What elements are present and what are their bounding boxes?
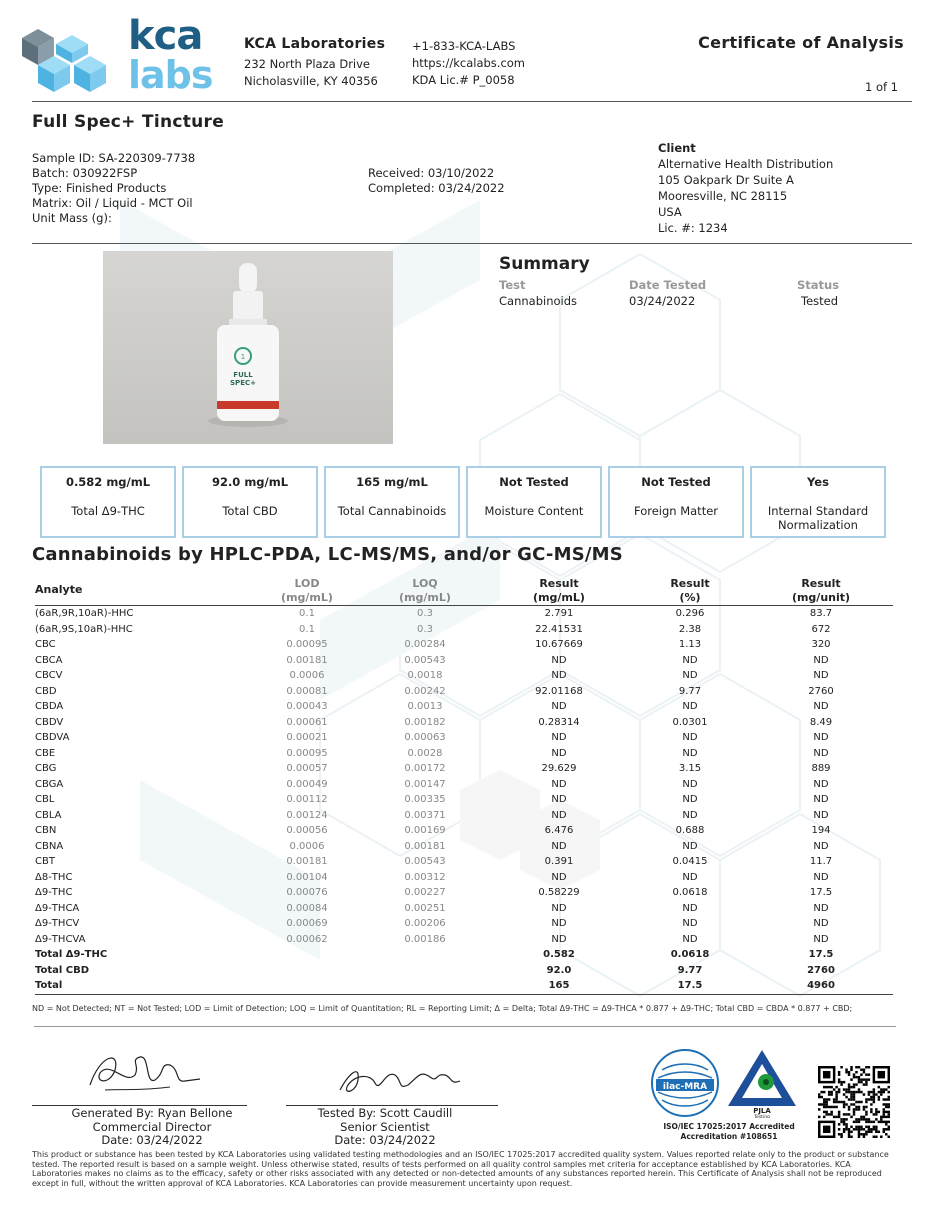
lab-contact — [412, 38, 525, 89]
table-cell: Δ8-THC — [35, 871, 73, 883]
client-heading: Client — [658, 141, 696, 155]
table-cell: (6aR,9S,10aR)-HHC — [35, 623, 133, 635]
table-body — [35, 606, 893, 995]
table-cell: 0.0006 — [289, 840, 325, 852]
result-box-total-cbd — [182, 466, 318, 538]
table-cell: 92.01168 — [535, 685, 583, 697]
table-cell: 17.5 — [677, 980, 703, 991]
table-cell: ND — [551, 840, 567, 852]
table-cell: 0.00169 — [404, 825, 446, 836]
phone: +1-833-KCA-LABS — [412, 39, 516, 53]
table-cell: CBD — [35, 685, 57, 697]
table-cell: ND — [813, 840, 829, 852]
table-cell: Δ9-THCVA — [35, 933, 86, 945]
sample-type: Type: Finished Products — [32, 181, 167, 195]
table-row — [35, 653, 893, 669]
table-cell: 0.00062 — [286, 933, 328, 945]
table-cell: 889 — [811, 763, 831, 774]
table-cell: 0.0006 — [289, 670, 325, 681]
table-row — [35, 637, 893, 653]
table-cell: 0.28314 — [538, 716, 580, 728]
table-row — [35, 684, 893, 700]
table-row — [35, 622, 893, 638]
summary-test: Cannabinoids — [499, 294, 578, 308]
divider — [34, 1026, 896, 1027]
table-total-row — [35, 978, 893, 994]
table-cell: CBDV — [35, 716, 64, 728]
result-box-foreign-matter — [608, 466, 744, 538]
table-cell: 0.00206 — [404, 918, 446, 929]
table-row — [35, 854, 893, 870]
table-cell: 83.7 — [809, 608, 833, 619]
table-row — [35, 823, 893, 839]
signature-block-generated — [32, 1107, 272, 1148]
table-cell: ND — [682, 918, 698, 929]
table-cell: 0.00181 — [286, 856, 328, 867]
signed-date: Date: 03/24/2022 — [101, 1133, 203, 1147]
table-notes: ND = Not Detected; NT = Not Tested; LOD = Limit of Detection; LOQ = Limit of Quantitation; RL = Reporting Limit; Δ = Delta; Total Δ9-THC = Δ9-THCA * 0.877 + Δ9-THC; Total CBD = CBDA * 0.877 + CBD; — [32, 1004, 853, 1013]
table-cell: (6aR,9R,10aR)-HHC — [35, 608, 134, 619]
table-cell: 0.00049 — [286, 778, 328, 790]
tincture-bottle-image — [103, 251, 393, 444]
table-cell: ND — [682, 794, 698, 805]
table-cell: 0.296 — [675, 608, 705, 619]
table-cell: 0.00056 — [286, 825, 328, 836]
sample-id: Sample ID: SA-220309-7738 — [32, 151, 196, 165]
client-line: Mooresville, NC 28115 — [658, 189, 788, 203]
table-cell: Total — [35, 980, 63, 991]
table-cell: 0.00095 — [286, 639, 328, 650]
table-cell: ND — [551, 794, 567, 805]
table-cell: 92.0 — [546, 964, 572, 976]
box-value: Yes — [807, 475, 829, 489]
table-cell: 0.00312 — [404, 871, 446, 883]
table-cell: 29.629 — [541, 763, 577, 774]
table-cell: 0.0618 — [670, 949, 710, 960]
table-cell: 8.49 — [809, 716, 833, 728]
table-cell: ND — [551, 778, 567, 790]
table-cell: Δ9-THC — [35, 887, 73, 898]
table-cell: ND — [813, 902, 829, 914]
table-cell: ND — [813, 732, 829, 743]
table-cell: ND — [682, 732, 698, 743]
table-cell: ND — [551, 701, 567, 712]
table-cell: ND — [551, 918, 567, 929]
table-cell: ND — [813, 701, 829, 712]
table-cell: 0.00084 — [286, 902, 328, 914]
table-cell: 0.391 — [544, 856, 574, 867]
table-row — [35, 777, 893, 793]
table-cell: 0.00335 — [404, 794, 446, 805]
result-box-internal-standard — [750, 466, 886, 538]
box-label: Total Cannabinoids — [337, 504, 447, 518]
table-cell: 320 — [811, 639, 831, 650]
table-row — [35, 668, 893, 684]
table-row — [35, 916, 893, 932]
divider — [32, 243, 912, 244]
table-cell: CBNA — [35, 840, 64, 852]
table-cell: 0.00172 — [404, 763, 446, 774]
table-cell: CBGA — [35, 778, 64, 790]
table-cell: ND — [813, 747, 829, 759]
table-cell: ND — [682, 778, 698, 790]
bottle-label: SPEC+ — [230, 379, 256, 387]
column-header: Result (mg/unit) — [791, 577, 851, 604]
summary-date: 03/24/2022 — [629, 294, 696, 308]
table-cell: ND — [682, 701, 698, 712]
table-cell: 0.00284 — [404, 639, 446, 650]
table-cell: 0.688 — [675, 825, 705, 836]
unit-mass: Unit Mass (g): — [32, 211, 112, 225]
table-cell: ND — [682, 654, 698, 666]
table-row — [35, 606, 893, 622]
cannabinoid-table — [35, 575, 893, 995]
client-info — [658, 140, 833, 236]
matrix: Matrix: Oil / Liquid - MCT Oil — [32, 196, 193, 210]
table-cell: ND — [551, 871, 567, 883]
pjla-logo-icon — [724, 1046, 800, 1118]
client-line: 105 Oakpark Dr Suite A — [658, 173, 794, 187]
table-cell: ND — [551, 670, 567, 681]
signer-title: Commercial Director — [92, 1119, 212, 1134]
table-cell: 0.00057 — [286, 763, 328, 774]
table-row — [35, 730, 893, 746]
table-row — [35, 839, 893, 855]
table-cell: 0.0618 — [672, 887, 708, 898]
table-cell: 0.00069 — [286, 918, 328, 929]
document-title: Certificate of Analysis — [698, 33, 904, 52]
box-label: Foreign Matter — [633, 504, 719, 518]
table-cell: 4960 — [807, 980, 835, 991]
ilac-mra-logo-icon — [650, 1048, 720, 1118]
table-cell: ND — [813, 794, 829, 805]
signer-name: Tested By: Scott Caudill — [317, 1106, 453, 1120]
accreditation-number: Accreditation #108651 — [680, 1132, 778, 1141]
table-cell: 0.3 — [417, 623, 433, 635]
table-cell: 22.41531 — [535, 623, 583, 635]
table-row — [35, 932, 893, 948]
logo-text-labs: labs — [128, 53, 213, 97]
table-cell: 0.00186 — [404, 933, 446, 945]
table-row — [35, 761, 893, 777]
table-cell: 0.00242 — [404, 685, 446, 697]
table-cell: 2760 — [808, 685, 834, 697]
logo-text-kca: kca — [128, 13, 203, 59]
column-header: Result (%) — [670, 577, 710, 604]
table-cell: ND — [551, 747, 567, 759]
table-cell: 9.77 — [677, 964, 703, 976]
table-cell: CBC — [35, 639, 56, 650]
table-cell: 0.3 — [417, 608, 433, 619]
table-cell: 0.00181 — [286, 654, 328, 666]
lab-name: KCA Laboratories — [244, 36, 386, 52]
ilac-text: ilac-MRA — [662, 1082, 708, 1092]
table-cell: 672 — [811, 623, 831, 635]
disclaimer: This product or substance has been tested by KCA Laboratories using validated testing methodologies and an ISO/IEC 17025:2017 accredited quality system. Values reported relate only to the product or substance tested. The reported result is based on a sample weight. Unless otherwise stated, results of tests performed on all quality control samples met criteria for acceptance established by KCA Laboratories. KCA Laboratories makes no claims as to the efficacy, safety or other risks associated with any detected or non-detected amounts of any substances reported herein. This Certificate of Analysis shall not be reproduced except in full, without the written approval of KCA Laboratories. KCA Laboratories can provide measurement uncertainty upon request. — [32, 1150, 889, 1188]
table-cell: ND — [813, 809, 829, 821]
table-cell: 0.00182 — [404, 716, 446, 728]
signature-scott-caudill — [330, 1055, 470, 1100]
table-cell: CBCV — [35, 670, 63, 681]
table-cell: ND — [682, 902, 698, 914]
table-row — [35, 885, 893, 901]
table-cell: 0.00076 — [286, 887, 328, 898]
product-photo — [103, 251, 393, 444]
table-row — [35, 715, 893, 731]
column-header: Result (mg/mL) — [533, 577, 585, 604]
table-cell: ND — [813, 670, 829, 681]
result-box-total-thc — [40, 466, 176, 538]
table-total-row — [35, 947, 893, 963]
qr-code-icon[interactable] — [818, 1066, 890, 1138]
table-row — [35, 870, 893, 886]
table-cell: ND — [813, 871, 829, 883]
table-cell: Δ9-THCV — [35, 918, 80, 929]
table-cell: 2760 — [807, 964, 835, 976]
box-value: 0.582 mg/mL — [65, 475, 151, 489]
table-cell: ND — [551, 902, 567, 914]
table-cell: 0.00371 — [404, 809, 446, 821]
table-cell: 0.00543 — [404, 654, 446, 666]
table-cell: 0.00095 — [286, 747, 328, 759]
table-cell: 0.00251 — [404, 902, 446, 914]
table-cell: 3.15 — [678, 763, 702, 774]
box-label: Total Δ9-THC — [71, 504, 145, 518]
table-cell: 0.00147 — [404, 778, 446, 790]
lab-address — [244, 56, 378, 90]
table-cell: 1.13 — [678, 639, 702, 650]
box-value: Not Tested — [641, 475, 711, 489]
column-header: Analyte — [35, 583, 83, 596]
table-cell: CBT — [35, 856, 55, 867]
table-cell: 194 — [811, 825, 831, 836]
column-header: LOD (mg/mL) — [281, 577, 333, 604]
summary-title: Summary — [499, 254, 590, 274]
table-cell: 0.0013 — [407, 701, 443, 712]
table-cell: 2.38 — [678, 623, 702, 635]
client-line: Lic. #: 1234 — [658, 221, 728, 235]
result-box-total-cannabinoids — [324, 466, 460, 538]
table-row — [35, 808, 893, 824]
completed-date: Completed: 03/24/2022 — [368, 181, 505, 195]
table-cell: 6.476 — [544, 825, 574, 836]
dates — [368, 166, 505, 196]
table-cell: 2.791 — [544, 608, 574, 619]
box-value: 165 mg/mL — [356, 475, 428, 489]
table-cell: ND — [813, 918, 829, 929]
table-cell: ND — [682, 840, 698, 852]
table-cell: 0.00043 — [286, 701, 328, 712]
table-cell: CBE — [35, 747, 56, 759]
iso-line: ISO/IEC 17025:2017 Accredited — [663, 1122, 795, 1131]
table-header — [35, 575, 893, 606]
table-cell: ND — [551, 933, 567, 945]
table-cell: CBLA — [35, 809, 62, 821]
table-cell: 0.00021 — [286, 732, 328, 743]
table-cell: 165 — [548, 980, 570, 991]
table-cell: 9.77 — [678, 685, 702, 697]
box-value: 92.0 mg/mL — [211, 475, 289, 489]
pjla-sub-text: Testing — [754, 1115, 770, 1118]
table-cell: 0.0028 — [407, 747, 443, 759]
table-cell: ND — [551, 809, 567, 821]
result-box-moisture — [466, 466, 602, 538]
iso-accreditation — [654, 1122, 804, 1142]
table-cell: ND — [682, 871, 698, 883]
table-cell: 0.1 — [299, 623, 315, 635]
page-number: 1 of 1 — [864, 80, 898, 94]
signature-block-tested — [270, 1107, 500, 1148]
table-cell: CBN — [35, 825, 57, 836]
table-cell: 17.5 — [808, 949, 834, 960]
table-cell: 0.00081 — [286, 685, 328, 697]
kca-labs-logo — [18, 13, 218, 98]
table-cell: 0.00227 — [404, 887, 446, 898]
table-cell: 0.00543 — [404, 856, 446, 867]
received-date: Received: 03/10/2022 — [368, 166, 495, 180]
table-cell: 11.7 — [809, 856, 833, 867]
signed-date: Date: 03/24/2022 — [334, 1133, 436, 1147]
table-cell: 0.00181 — [404, 840, 446, 852]
summary-status: Tested — [801, 294, 839, 308]
table-cell: CBDVA — [35, 732, 70, 743]
table-row — [35, 699, 893, 715]
signer-name: Generated By: Ryan Bellone — [71, 1106, 233, 1120]
table-cell: Total CBD — [35, 964, 90, 976]
table-cell: 0.0301 — [672, 716, 708, 728]
website-link[interactable]: https://kcalabs.com — [412, 56, 526, 70]
table-cell: CBG — [35, 763, 57, 774]
table-cell: ND — [551, 654, 567, 666]
client-line: Alternative Health Distribution — [658, 157, 834, 171]
table-cell: ND — [551, 732, 567, 743]
table-cell: 0.582 — [543, 949, 575, 960]
address-line: Nicholasville, KY 40356 — [244, 74, 378, 88]
table-cell: 0.0018 — [407, 670, 443, 681]
column-header: LOQ (mg/mL) — [399, 577, 451, 604]
table-cell: 0.00124 — [286, 809, 328, 821]
table-cell: CBL — [35, 794, 55, 805]
bottle-label: FULL — [233, 371, 253, 379]
table-bottom-border — [35, 994, 893, 995]
client-line: USA — [658, 205, 682, 219]
table-cell: 17.5 — [809, 887, 833, 898]
table-cell: 0.00063 — [404, 732, 446, 743]
summary-header-test: Test — [499, 278, 526, 292]
table-cell: ND — [813, 778, 829, 790]
box-label: Total CBD — [222, 504, 278, 518]
table-cell: ND — [813, 654, 829, 666]
table-cell: CBCA — [35, 654, 63, 666]
table-cell: 0.00104 — [286, 871, 328, 883]
table-cell: 10.67669 — [535, 639, 583, 650]
table-row — [35, 901, 893, 917]
batch: Batch: 030922FSP — [32, 166, 138, 180]
table-total-row — [35, 963, 893, 979]
svg-text:1: 1 — [240, 353, 246, 361]
license: KDA Lic.# P_0058 — [412, 73, 515, 87]
address-line: 232 North Plaza Drive — [244, 57, 371, 71]
table-cell: ND — [682, 747, 698, 759]
signature-ryan-bellone — [80, 1045, 210, 1100]
box-label: Internal Standard Normalization — [767, 504, 869, 532]
product-title: Full Spec+ Tincture — [32, 112, 225, 132]
signer-title: Senior Scientist — [340, 1119, 430, 1134]
table-cell: 0.00112 — [286, 794, 328, 805]
pjla-text: PJLA — [753, 1107, 771, 1115]
divider — [32, 101, 912, 102]
table-cell: ND — [682, 933, 698, 945]
table-cell: ND — [813, 933, 829, 945]
summary-header-status: Status — [797, 278, 840, 292]
box-value: Not Tested — [499, 475, 569, 489]
table-cell: Δ9-THCA — [35, 902, 80, 914]
section-title: Cannabinoids by HPLC-PDA, LC-MS/MS, and/or GC-MS/MS — [32, 544, 623, 565]
table-cell: 0.58229 — [538, 887, 580, 898]
table-row — [35, 746, 893, 762]
table-cell: ND — [682, 809, 698, 821]
table-cell: 0.0415 — [672, 856, 708, 867]
table-cell: 0.1 — [299, 608, 315, 619]
sample-info — [32, 151, 195, 226]
table-cell: ND — [682, 670, 698, 681]
box-label: Moisture Content — [484, 504, 584, 518]
summary-header-date: Date Tested — [629, 278, 707, 292]
table-cell: Total Δ9-THC — [35, 949, 108, 960]
table-cell: 0.00061 — [286, 716, 328, 728]
table-cell: CBDA — [35, 701, 64, 712]
table-row — [35, 792, 893, 808]
